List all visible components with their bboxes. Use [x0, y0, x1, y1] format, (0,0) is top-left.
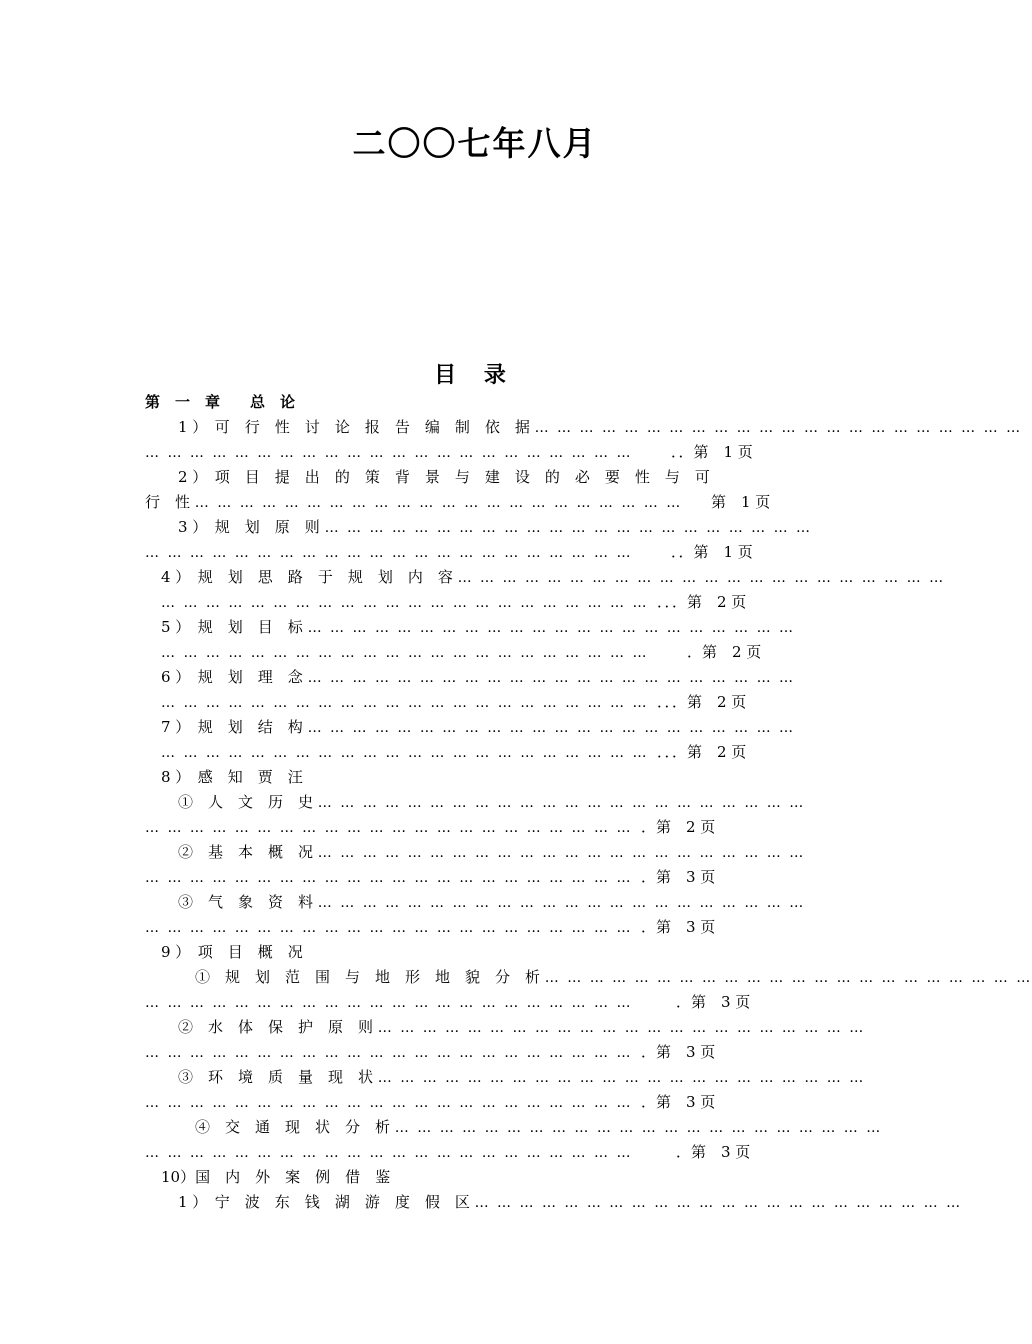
entry-label: 1 ） 宁 波 东 钱 湖 游 度 假 区	[178, 1193, 470, 1211]
toc-sub-entry-8-3[interactable]	[178, 890, 806, 915]
leader-dots: … … … … … … … … … … … … … … … … … … … … … …	[145, 545, 633, 561]
entry-label: 2 ） 项 目 提 出 的 策 背 景 与 建 设 的 必 要 性 与 可	[178, 468, 710, 486]
entry-label: ② 基 本 概 况	[178, 843, 314, 861]
entry-label: ② 水 体 保 护 原 则	[178, 1018, 374, 1036]
entry-label-cont: 行 性	[145, 493, 191, 511]
toc-entry-2-cont	[145, 490, 790, 515]
entry-label: 7 ） 规 划 结 构	[161, 718, 303, 736]
toc-entry-6-cont	[161, 690, 790, 715]
page-ref: ．第 3 页	[670, 990, 750, 1015]
entry-label: ① 规 划 范 围 与 地 形 地 貌 分 析	[195, 968, 541, 986]
toc-entry-5[interactable]	[161, 615, 796, 640]
leader-dots: … … … … … … … … … … … … … … … … … … … … … …	[161, 745, 649, 761]
page-ref: ．．．第 2 页	[651, 740, 746, 765]
page-ref: ．．第 1 页	[665, 440, 753, 465]
leader-dots: … … … … … … … … … … … … … … … … … … … … … …	[457, 570, 946, 586]
leader-dots: … … … … … … … … … … … … … … … … … … … … … …	[324, 520, 813, 536]
toc-entry-4[interactable]	[161, 565, 946, 590]
toc-sub-entry-8-3-cont	[145, 915, 790, 940]
toc-sub-entry-8-2-cont	[145, 865, 790, 890]
toc-sub-entry-9-3[interactable]	[178, 1065, 866, 1090]
toc-entry-3[interactable]	[178, 515, 813, 540]
leader-dots: … … … … … … … … … … … … … … … … … … … … … …	[145, 995, 633, 1011]
page-ref: 第 1 页	[705, 490, 770, 515]
leader-dots: … … … … … … … … … … … … … … … … … … … … … …	[145, 1145, 633, 1161]
page-ref: ．．．第 2 页	[651, 690, 746, 715]
entry-label: 9 ） 项 目 概 况	[161, 943, 303, 961]
toc-sub-entry-9-3-cont	[145, 1090, 790, 1115]
toc-sub-entry-8-1-cont	[145, 815, 790, 840]
leader-dots: … … … … … … … … … … … … … … … … … … … … … …	[307, 720, 796, 736]
page-ref: ．第 2 页	[635, 815, 715, 840]
entry-label: 4 ） 规 划 思 路 于 规 划 内 容	[161, 568, 453, 586]
leader-dots: … … … … … … … … … … … … … … … … … … … … … …	[145, 870, 633, 886]
entry-label: 1 ） 可 行 性 讨 论 报 告 编 制 依 据	[178, 418, 530, 436]
leader-dots: … … … … … … … … … … … … … … … … … … … … … …	[377, 1070, 866, 1086]
entry-label: 6 ） 规 划 理 念	[161, 668, 303, 686]
toc-sub-entry-9-1-cont	[145, 990, 790, 1015]
entry-label: 10）国 内 外 案 例 借 鉴	[161, 1168, 391, 1186]
toc-entry-2[interactable]	[178, 465, 790, 490]
entry-label: ① 人 文 历 史	[178, 793, 314, 811]
entry-label: 8 ） 感 知 贾 汪	[161, 768, 303, 786]
leader-dots: … … … … … … … … … … … … … … … … … … … … … …	[534, 420, 1023, 436]
leader-dots: … … … … … … … … … … … … … … … … … … … … … …	[161, 595, 649, 611]
toc-sub-entry-9-1[interactable]	[195, 965, 1032, 990]
leader-dots: … … … … … … … … … … … … … … … … … … … … … …	[317, 845, 806, 861]
toc-entry-6[interactable]	[161, 665, 796, 690]
toc-sub-entry-9-2[interactable]	[178, 1015, 866, 1040]
toc-entry-4-cont	[161, 590, 790, 615]
leader-dots: … … … … … … … … … … … … … … … … … … … … … …	[145, 920, 633, 936]
leader-dots: … … … … … … … … … … … … … … … … … … … … … …	[145, 1045, 633, 1061]
toc-entry-1[interactable]	[178, 415, 1023, 440]
page-ref: ．．．第 2 页	[651, 590, 746, 615]
leader-dots: … … … … … … … … … … … … … … … … … … … … … …	[161, 645, 649, 661]
page-ref: ．第 3 页	[635, 915, 715, 940]
page-ref: ．第 3 页	[635, 1040, 715, 1065]
date-title: 二〇〇七年八月	[352, 124, 598, 163]
toc-sub-entry-9-4-cont	[145, 1140, 790, 1165]
toc-title: 目 录	[434, 362, 516, 388]
toc-entry-1-cont	[145, 440, 790, 465]
entry-label: 3 ） 规 划 原 则	[178, 518, 320, 536]
toc-sub-entry-9-2-cont	[145, 1040, 790, 1065]
page-ref: ．第 3 页	[670, 1140, 750, 1165]
toc-entry-7-cont	[161, 740, 790, 765]
toc-entry-8[interactable]	[161, 765, 790, 790]
page-ref: ．第 3 页	[635, 865, 715, 890]
leader-dots: … … … … … … … … … … … … … … … … … … … … … …	[544, 970, 1032, 986]
toc-entry-9[interactable]	[161, 940, 790, 965]
toc-entry-7[interactable]	[161, 715, 796, 740]
toc-entry-5-cont	[161, 640, 790, 665]
toc-sub-entry-9-4[interactable]	[195, 1115, 883, 1140]
page-ref: ．第 3 页	[635, 1090, 715, 1115]
leader-dots: … … … … … … … … … … … … … … … … … … … … … …	[145, 445, 633, 461]
leader-dots: … … … … … … … … … … … … … … … … … … … … … …	[474, 1195, 963, 1211]
leader-dots: … … … … … … … … … … … … … … … … … … … … … …	[307, 670, 796, 686]
leader-dots: … … … … … … … … … … … … … … … … … … … … … …	[317, 795, 806, 811]
entry-label: ④ 交 通 现 状 分 析	[195, 1118, 391, 1136]
chapter-heading: 第 一 章 总 论	[145, 393, 296, 411]
leader-dots: … … … … … … … … … … … … … … … … … … … … … …	[317, 895, 806, 911]
leader-dots: … … … … … … … … … … … … … … … … … … … … … …	[194, 495, 683, 511]
entry-label: 5 ） 规 划 目 标	[161, 618, 303, 636]
leader-dots: … … … … … … … … … … … … … … … … … … … … … …	[377, 1020, 866, 1036]
toc-entry-3-cont	[145, 540, 790, 565]
leader-dots: … … … … … … … … … … … … … … … … … … … … … …	[145, 1095, 633, 1111]
leader-dots: … … … … … … … … … … … … … … … … … … … … … …	[307, 620, 796, 636]
toc-sub-entry-10-1[interactable]	[178, 1190, 963, 1215]
leader-dots: … … … … … … … … … … … … … … … … … … … … … …	[394, 1120, 883, 1136]
entry-label: ③ 环 境 质 量 现 状	[178, 1068, 374, 1086]
toc-sub-entry-8-2[interactable]	[178, 840, 806, 865]
toc-entry-10[interactable]	[161, 1165, 790, 1190]
page-ref: ．第 2 页	[681, 640, 761, 665]
toc-sub-entry-8-1[interactable]	[178, 790, 806, 815]
entry-label: ③ 气 象 资 料	[178, 893, 314, 911]
leader-dots: … … … … … … … … … … … … … … … … … … … … … …	[145, 820, 633, 836]
leader-dots: … … … … … … … … … … … … … … … … … … … … … …	[161, 695, 649, 711]
page-ref: ．．第 1 页	[665, 540, 753, 565]
